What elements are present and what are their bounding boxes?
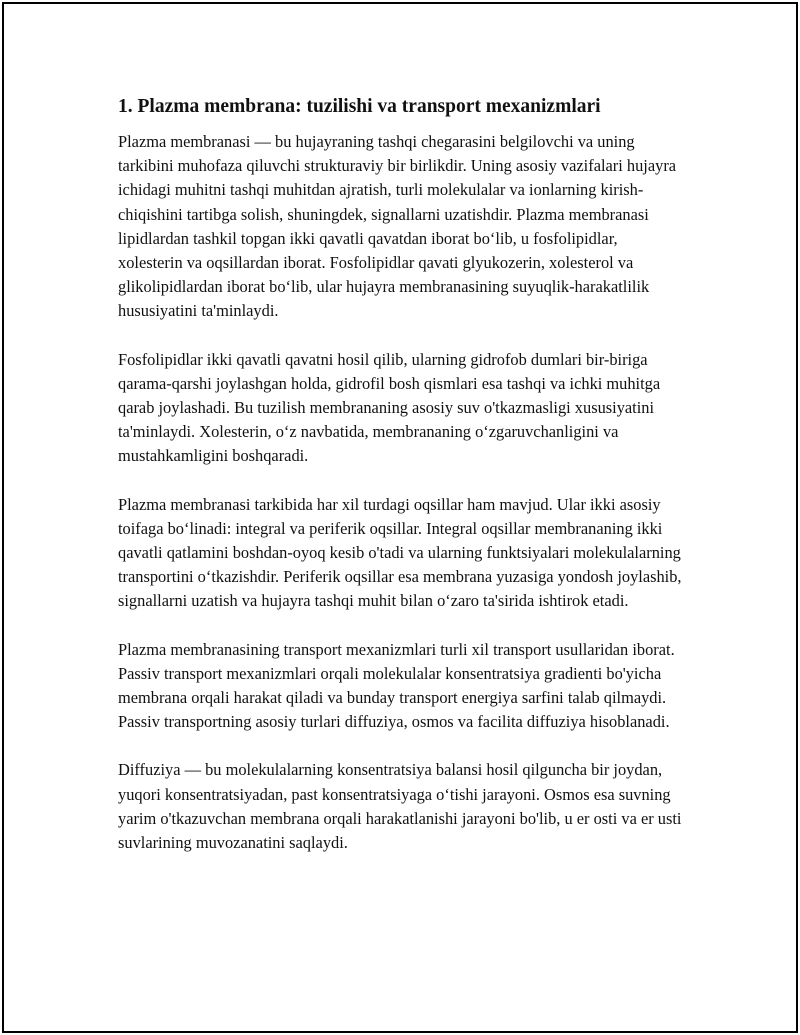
paragraph-phospholipid-bilayer: Fosfolipidlar ikki qavatli qavatni hosil qilib, ularning gidrofob dumlari bir-biriga qarama-qarshi joylashgan holda, gidrofil bosh qismlari esa tashqi va ichki muhitga qarab joylashadi. Bu tuzilish membrananing asosiy suv o'tkazmasligi xususiyatini ta'minlaydi. Xolesterin, o‘z navbatida, membrananing o‘zgaruvchanligini va mustahkamligini boshqaradi. [118,349,661,466]
paragraph-diffusion-osmosis: Diffuziya — bu molekulalarning konsentratsiya balansi hosil qilguncha bir joydan, yuqori konsentratsiyadan, past konsentratsiyaga o‘tishi jarayoni. Osmos esa suvning yarim o'tkazuvchan membrana orqali harakatlanishi jarayoni bo'lib, u er osti va er usti suvlarining muvozanatini saqlaydi. [118,760,682,853]
paragraph-membrane-proteins: Plazma membranasi tarkibida har xil turdagi oqsillar ham mavjud. Ular ikki asosiy toifaga bo‘linadi: integral va periferik oqsillar. Integral oqsillar membrananing ikki qavatli qatlamini boshdan-oyoq kesib o'tadi va ularning funktsiyalari molekulalarning transportini o‘tkazishdir. Periferik oqsillar esa membrana yuzasiga yondosh joylashib, signallarni uzatish va hujayra tashqi muhit bilan o‘zaro ta'sirida ishtirok etadi. [118,494,682,611]
document-body [118,94,684,879]
section-title: 1. Plazma membrana: tuzilishi va transport mexanizmlari [118,96,601,117]
paragraph-membrane-overview: Plazma membranasi — bu hujayraning tashqi chegarasini belgilovchi va uning tarkibini muhofaza qiluvchi strukturaviy bir birlikdir. Uning asosiy vazifalari hujayra ichidagi muhitni tashqi muhitdan ajratish, turli molekulalar va ionlarning kirish-chiqishini tartibga solish, shuningdek, signallarni uzatishdir. Plazma membranasi lipidlardan tashkil topgan ikki qavatli qavatdan iborat bo‘lib, u fosfolipidlar, xolesterin va oqsillardan iborat. Fosfolipidlar qavati glyukozerin, xolesterol va glikolipidlardan iborat bo‘lib, ular hujayra membranasining suyuqlik-harakatlilik hususiyatini ta'minlaydi. [118,132,677,321]
paragraph-transport-mechanisms: Plazma membranasining transport mexanizmlari turli xil transport usullaridan iborat. Passiv transport mexanizmlari orqali molekulalar konsentratsiya gradienti bo'yicha membrana orqali harakat qiladi va bunday transport energiya sarfini talab qilmaydi. Passiv transportning asosiy turlari diffuziya, osmos va facilita diffuziya hisoblanadi. [118,639,675,732]
